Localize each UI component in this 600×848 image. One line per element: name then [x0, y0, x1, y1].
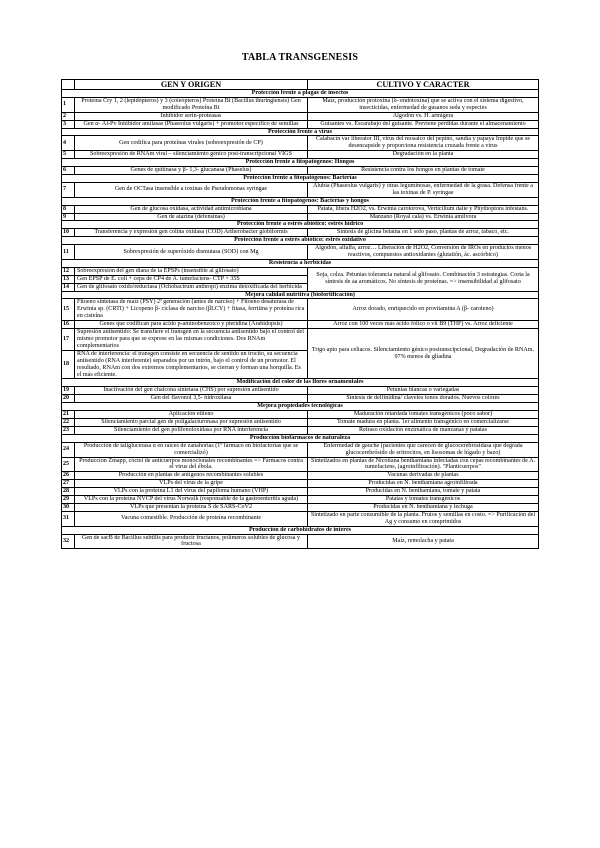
row-number: 7: [62, 182, 75, 197]
cultivo-cell: Calabacín var liberator III, virus del mosaico del pepino, sandía y papaya Impide que se desencapside y proporciona resistencia cruzada frente a virus: [308, 136, 539, 151]
row-number: 30: [62, 503, 75, 511]
table-header-row: [62, 80, 539, 90]
section-header-row: [62, 197, 539, 205]
table-row: [62, 229, 539, 237]
section-title: Protección frente a fitopatógenos: Bacterias: [62, 174, 539, 182]
header-number-cell: [62, 80, 75, 90]
row-number: 2: [62, 112, 75, 120]
row-number: 24: [62, 442, 75, 457]
row-number: 17: [62, 329, 75, 351]
gen-cell: Silenciamiento del gen polifenoloxidasa por RNA interferencia: [75, 426, 308, 434]
table-row: [62, 418, 539, 426]
section-title: Producción biofármacos de naturaleza: [62, 434, 539, 442]
section-header-row: [62, 128, 539, 136]
section-title: Protección frente a plagas de insectos: [62, 90, 539, 98]
gen-cell: Aplicación etileno: [75, 411, 308, 419]
cultivo-cell: Sintetizados en plantas de Nicotiana benthamiana infectadas con cepas recombinantes de A. tumefaciens, (agroinfiltración). "Planticuerpos": [308, 457, 539, 472]
gen-cell: VLPs con la proteína L1 del virus del papiloma humano (VHP): [75, 488, 308, 496]
table-row: [62, 299, 539, 321]
gen-cell: VLPs del virus de la gripe: [75, 480, 308, 488]
row-number: 27: [62, 480, 75, 488]
row-number: 14: [62, 283, 75, 291]
row-number: 9: [62, 213, 75, 221]
table-row: [62, 511, 539, 526]
cultivo-cell: Soja, colza. Petunias tolerancia natural al glifosato. Combinación 3 estrategias. Corta la síntesis de aa aromáticos. No síntesis de proteínas. => insensibilidad al glifosato: [308, 267, 539, 291]
section-header-row: [62, 174, 539, 182]
table-row: [62, 136, 539, 151]
table-row: [62, 472, 539, 480]
table-row: [62, 457, 539, 472]
cultivo-cell: Patatas y tomates transgénicos: [308, 496, 539, 504]
cultivo-cell: Algodón, alfalfa, arroz… Liberación de H2O2, Conversión de IROs en productos menos reactivos, compuestos antioxidantes (glutatión, ác. ascórbico): [308, 245, 539, 260]
table-row: [62, 496, 539, 504]
cultivo-cell: Sintetizado en parte consumible de la planta. Frutos y semillas en costo. => Purificación del Ag y consumo en comprimidos: [308, 511, 539, 526]
table-row: [62, 267, 539, 275]
header-gen: GEN Y ORIGEN: [75, 80, 308, 90]
section-header-row: [62, 259, 539, 267]
row-number: 23: [62, 426, 75, 434]
row-number: 8: [62, 205, 75, 213]
table-row: [62, 329, 539, 351]
gen-cell: Fitoeno sintetasa de maíz (PSY) 2ª generación (antes de narciso) + Fitoeno desaturasa de Erwinia sp. (CRTI) + Licopeno β- ciclasa de narciso (βLCY) + fitasa, ferritina y proteína rica en cisteína: [75, 299, 308, 321]
cultivo-cell: Maíz, producción protoxina (δ- endotoxina) que se activa con el sistema digestivo, insecticidas, enfermedad de gusanos seda y especies: [308, 97, 539, 112]
table-row: [62, 442, 539, 457]
gen-cell: Gen de glifosato oxido/reductasa (Ochobactrum anthropi) enzima detoxificada del herbicida: [75, 283, 308, 291]
row-number: 31: [62, 511, 75, 526]
table-row: [62, 387, 539, 395]
table-row: [62, 488, 539, 496]
gen-cell: Vacuna comestible. Producción de proteína recombinante: [75, 511, 308, 526]
cultivo-cell: Algodón vs. H. armigera: [308, 112, 539, 120]
cultivo-cell: Producidas en N. benthamiana, tomate y patata: [308, 488, 539, 496]
row-number: 6: [62, 167, 75, 175]
table-row: [62, 534, 539, 549]
section-header-row: [62, 403, 539, 411]
cultivo-cell: Arroz dorado, enriquecido en provitamina A (β- caroteno): [308, 299, 539, 321]
gen-cell: RNA de interferencia: el transgen consiste en secuencia de sentido un trocito, su secuencia antisentido (RNA interferente) separados por un intrón, bajo el control de un promotor. El resultado, RNAm con dos extremos complementarios, se cierran y forman una horquilla. Es el más eficiente.: [75, 350, 308, 379]
gen-cell: Inhibidor serin-proteasas: [75, 112, 308, 120]
table-row: [62, 167, 539, 175]
cultivo-cell: Enfermedad de gauche (pacientes que carecen de glucocerebrosidasa que degrada glucocerebrósido de eritrocitos, en lisosomas de hígado y bazo): [308, 442, 539, 457]
cultivo-cell: Degradación en la planta: [308, 151, 539, 159]
cultivo-cell: Producidas en N. benthamiana agroinfiltrada: [308, 480, 539, 488]
row-number: 16: [62, 321, 75, 329]
table-row: [62, 321, 539, 329]
cultivo-cell: Tomate madura en planta. 1er alimento transgénico en comercializarse: [308, 418, 539, 426]
table-row: [62, 480, 539, 488]
table-body: [62, 90, 539, 549]
section-title: Resistencia a herbicidas: [62, 259, 539, 267]
section-title: Producción de carbohidratos de interés: [62, 526, 539, 534]
section-header-row: [62, 379, 539, 387]
cultivo-cell: Alubia (Phaseolus vulgaris) y otras leguminosas, enfermedad de la grasa. Defensa frente a las toxinas de P. syringae: [308, 182, 539, 197]
section-header-row: [62, 221, 539, 229]
table-row: [62, 213, 539, 221]
page-title: TABLA TRANSGENESIS: [241, 52, 359, 63]
section-header-row: [62, 237, 539, 245]
gen-cell: Proteína Cry 1, 2 (lepidópteros) y 3 (coleópteros) Proteína Bt (Bacillus thuringiensis) Gen modificado Proteína Bt: [75, 97, 308, 112]
row-number: 29: [62, 496, 75, 504]
cultivo-cell: Producidas en N. benthamiana y lechuga: [308, 503, 539, 511]
cultivo-cell: Manzano (Royal cala) vs. Erwinia amilvora: [308, 213, 539, 221]
cultivo-cell: Vacunas derivadas de plantas: [308, 472, 539, 480]
gen-cell: Producción en plantas de antígenos recombinantes solubles: [75, 472, 308, 480]
gen-cell: Sobreexpresión de RNAm viral – silenciamiento génico post-transcripcional VIGS: [75, 151, 308, 159]
cultivo-cell: Guisantes vs. Escarabajo del guisante. Previene pérdidas durante el almacenamiento: [308, 120, 539, 128]
row-number: 19: [62, 387, 75, 395]
table-row: [62, 97, 539, 112]
section-title: Protección frente a estrés abiótico: estrés oxidativo: [62, 237, 539, 245]
row-number: 4: [62, 136, 75, 151]
section-header-row: [62, 90, 539, 98]
section-title: Protección frente a fitopatógenos: Hongos: [62, 159, 539, 167]
section-header-row: [62, 159, 539, 167]
cultivo-cell: Arroz con 100 veces más ácido fólico o vit B9 (THF) vs. Arroz deficiente: [308, 321, 539, 329]
row-number: 11: [62, 245, 75, 260]
transgenesis-table: [61, 79, 539, 549]
gen-cell: Sobrexpresión de superóxido dismutasa (SOD) con Mg: [75, 245, 308, 260]
section-title: Modificación del color de las flores ornamentales: [62, 379, 539, 387]
table-row: [62, 245, 539, 260]
row-number: 18: [62, 350, 75, 379]
gen-cell: Producción Zmapp, cóctel de anticuerpos monoclonales recombinantes => Fármacos contra el virus del ébola.: [75, 457, 308, 472]
cultivo-cell: Síntesis de delfinidina/ claveles tonos dorados. Nuevos colores: [308, 395, 539, 403]
gen-cell: VLPs que presentan la proteína S de SARS-CoV2: [75, 503, 308, 511]
table-row: [62, 395, 539, 403]
section-title: Protección frente a virus: [62, 128, 539, 136]
cultivo-cell: Maíz, remolacha y patata: [308, 534, 539, 549]
cultivo-cell: Petunias blancas o variegadas: [308, 387, 539, 395]
header-cultivo: CULTIVO Y CARACTER: [308, 80, 539, 90]
gen-cell: Gen de glucosa oxidasa, actividad antimicrobiana: [75, 205, 308, 213]
cultivo-cell: Síntesis de glicina betaína en 1 solo paso, plantas de arroz, tabaco, etc.: [308, 229, 539, 237]
gen-cell: Genes de quitinasa y β- 1,3- glucanasa (Phaselus): [75, 167, 308, 175]
gen-cell: Gen α- Al-Pv Inhibidor amilasas (Phaseolus vulgaris) + promotor específico de semillas: [75, 120, 308, 128]
section-title: Mejora propiedades tecnológicas: [62, 403, 539, 411]
gen-cell: Gen de atazina (defensinas): [75, 213, 308, 221]
section-title: Protección frente a fitopatógenos: Bacterias y hongos: [62, 197, 539, 205]
gen-cell: Inactivación del gen chalcona sintetasa (CHS) por supresión antisentido: [75, 387, 308, 395]
gen-cell: Gen codifica para proteínas virales (sobreexpresión de CP): [75, 136, 308, 151]
gen-cell: Gen de OCTasa insensible a toxinas de Pseudomonas syringae: [75, 182, 308, 197]
row-number: 25: [62, 457, 75, 472]
section-header-row: [62, 434, 539, 442]
row-number: 10: [62, 229, 75, 237]
row-number: 26: [62, 472, 75, 480]
table-row: [62, 151, 539, 159]
gen-cell: Gen de sacB de Bacillus subtilis para producir fructanos, polímeros solubles de glucosa y fructosa: [75, 534, 308, 549]
section-header-row: [62, 526, 539, 534]
table-row: [62, 112, 539, 120]
table-row: [62, 426, 539, 434]
row-number: 15: [62, 299, 75, 321]
cultivo-cell: Trigo apto para celiacos. Silenciamiento génico postranscipcional, Degradación de RNAm. 97% menos de gliadina: [308, 329, 539, 379]
gen-cell: Producción de taliglucerasa α en raíces de zanahorias (1º fármaco en biofactorías que se comercializó): [75, 442, 308, 457]
table-row: [62, 182, 539, 197]
gen-cell: Genes que codifican para ácido p-aminobenzoico y pteridina (Arabidopsis): [75, 321, 308, 329]
row-number: 28: [62, 488, 75, 496]
cultivo-cell: Maduración retardada tomates transgénicos (poco sabor): [308, 411, 539, 419]
row-number: 1: [62, 97, 75, 112]
row-number: 3: [62, 120, 75, 128]
gen-cell: Transferencia y expresión gen colina oxidasa (COD) Artherobacter globiformis: [75, 229, 308, 237]
gen-cell: Sobreexpresión del gen diana de la EPSPs (insensible al glifosato): [75, 267, 308, 275]
row-number: 5: [62, 151, 75, 159]
gen-cell: VLPs con la proteína NVCP del virus Norwalk (responsable de la gastroenteritis aguda): [75, 496, 308, 504]
gen-cell: Gen del flavonol 3,5- hidroxilasa: [75, 395, 308, 403]
row-number: 21: [62, 411, 75, 419]
cultivo-cell: Retraso oxidación enzimática de manzanas y patatas: [308, 426, 539, 434]
section-title: Protección frente a estrés abiótico: estrés hídrico: [62, 221, 539, 229]
row-number: 13: [62, 275, 75, 283]
section-title: Mejora calidad nutritiva (biofortificación): [62, 291, 539, 299]
cultivo-cell: Patata, libera H2O2, vs. Erwinia carotorova, Verticillum dalie y Phythoptora infestans.: [308, 205, 539, 213]
row-number: 22: [62, 418, 75, 426]
cultivo-cell: Resistencia contra los hongos en plantas de tomate: [308, 167, 539, 175]
gen-cell: Silenciamiento parcial gen de poligalacturonasa por supresión antisentido: [75, 418, 308, 426]
gen-cell: Gen EPSP de E. coli + cepa de CP4 de A. tumefaciens- CTP + 35S: [75, 275, 308, 283]
row-number: 32: [62, 534, 75, 549]
section-header-row: [62, 291, 539, 299]
table-row: [62, 411, 539, 419]
row-number: 12: [62, 267, 75, 275]
row-number: 20: [62, 395, 75, 403]
table-row: [62, 120, 539, 128]
table-row: [62, 205, 539, 213]
gen-cell: Supresión antisentido: Se transfiere el transgen en la secuencia antisentido bajo el control del mismo promotor para que se exprese en las mismas condiciones. Dos RNAm complementarios: [75, 329, 308, 351]
table-row: [62, 503, 539, 511]
